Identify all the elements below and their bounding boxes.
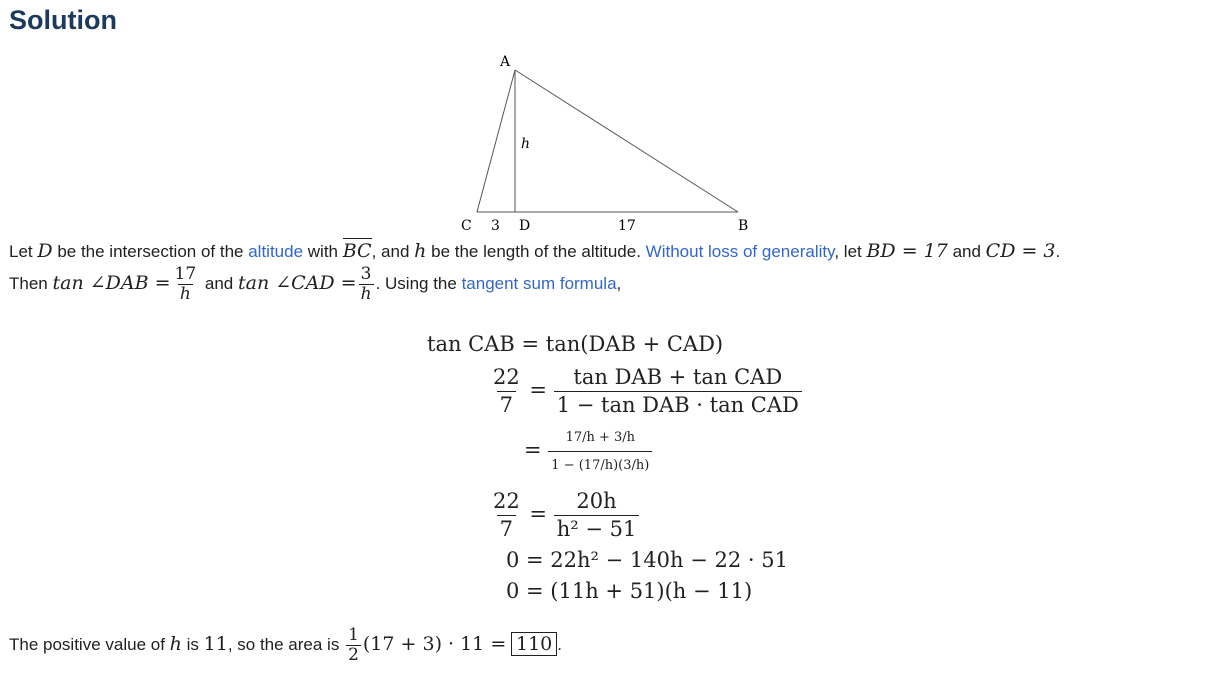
answer-box: 110	[511, 632, 557, 656]
equation-line-5: 0 = 22h² − 140h − 22 · 51	[506, 548, 788, 572]
vertex-label-d: D	[519, 218, 531, 234]
paragraph-intersection: Let D be the intersection of the altitude with BC, and h be the length of the altitude. Without loss of generality, let BD = 17 and CD = 3.	[9, 240, 1061, 262]
equation-line-4: $\frac{22}{7}$ = $\frac{20h}{\text{h² − 51}}$	[490, 488, 639, 543]
math-tan-dab: tan ∠DAB =	[52, 271, 171, 294]
db-length-label: 17	[618, 218, 636, 234]
link-without-loss-of-generality[interactable]: Without loss of generality	[645, 242, 835, 261]
fraction-one-half: $\frac{1}{2}$	[348, 625, 359, 665]
math-bd-equals: BD = 17	[866, 240, 948, 262]
fraction-20h: $\frac{20h}{\text{h² − 51}}$	[554, 488, 640, 543]
fraction-17-over-h: $\frac{17}{h}$	[174, 264, 197, 304]
height-label: h	[521, 136, 531, 152]
paragraph-conclusion: The positive value of h is 11, so the area is $\frac{1}{2}$ (17 + 3) · 11 = 110 .	[9, 625, 562, 665]
vertex-label-c: C	[461, 218, 472, 234]
triangle-figure	[0, 0, 1216, 240]
math-cd-equals: CD = 3	[985, 240, 1056, 262]
vertex-label-b: B	[738, 218, 749, 234]
fraction-3-over-h: $\frac{3}{h}$	[360, 264, 372, 304]
vertex-label-a: A	[500, 54, 511, 70]
equation-line-6: 0 = (11h + 51)(h − 11)	[506, 579, 753, 603]
fraction-tangent-sum: tan DAB + tan CAD 1 − tan DAB · tan CAD	[554, 364, 802, 419]
math-tan-cad: tan ∠CAD =	[237, 271, 357, 294]
triangle-lines	[477, 70, 738, 212]
fraction-22-over-7-b: $\frac{22}{7}$	[493, 489, 520, 541]
math-d: D	[37, 240, 53, 262]
link-tangent-sum-formula[interactable]: tangent sum formula	[461, 273, 617, 293]
side-ac	[477, 70, 515, 212]
equation-line-3: = $\frac{17/h + 3/h}{1 - (17/h)(3/h)}$	[524, 424, 652, 479]
equation-line-2: $\frac{22}{7}$ = tan DAB + tan CAD 1 − tan DAB · tan CAD	[490, 364, 802, 419]
link-altitude[interactable]: altitude	[248, 242, 304, 261]
paragraph-tangents: Then tan ∠DAB = $\frac{17}{h}$ and tan ∠CAD = $\frac{3}{h}$ . Using the tangent sum formula,	[9, 264, 622, 304]
cd-length-label: 3	[491, 218, 500, 234]
math-h: h	[414, 240, 427, 262]
fraction-substituted: $\frac{17/h + 3/h}{1 - (17/h)(3/h)}$	[548, 424, 652, 479]
solution-heading: Solution	[9, 5, 117, 35]
math-h-2: h	[169, 632, 182, 655]
equation-line-1: tan CAB = tan(DAB + CAD)	[427, 332, 724, 356]
math-area-expression: (17 + 3) · 11 =	[362, 632, 507, 655]
math-bc-segment: BC	[342, 240, 372, 262]
side-ab	[515, 70, 738, 212]
math-eleven: 11	[203, 632, 228, 655]
fraction-22-over-7: $\frac{22}{7}$	[493, 365, 520, 417]
